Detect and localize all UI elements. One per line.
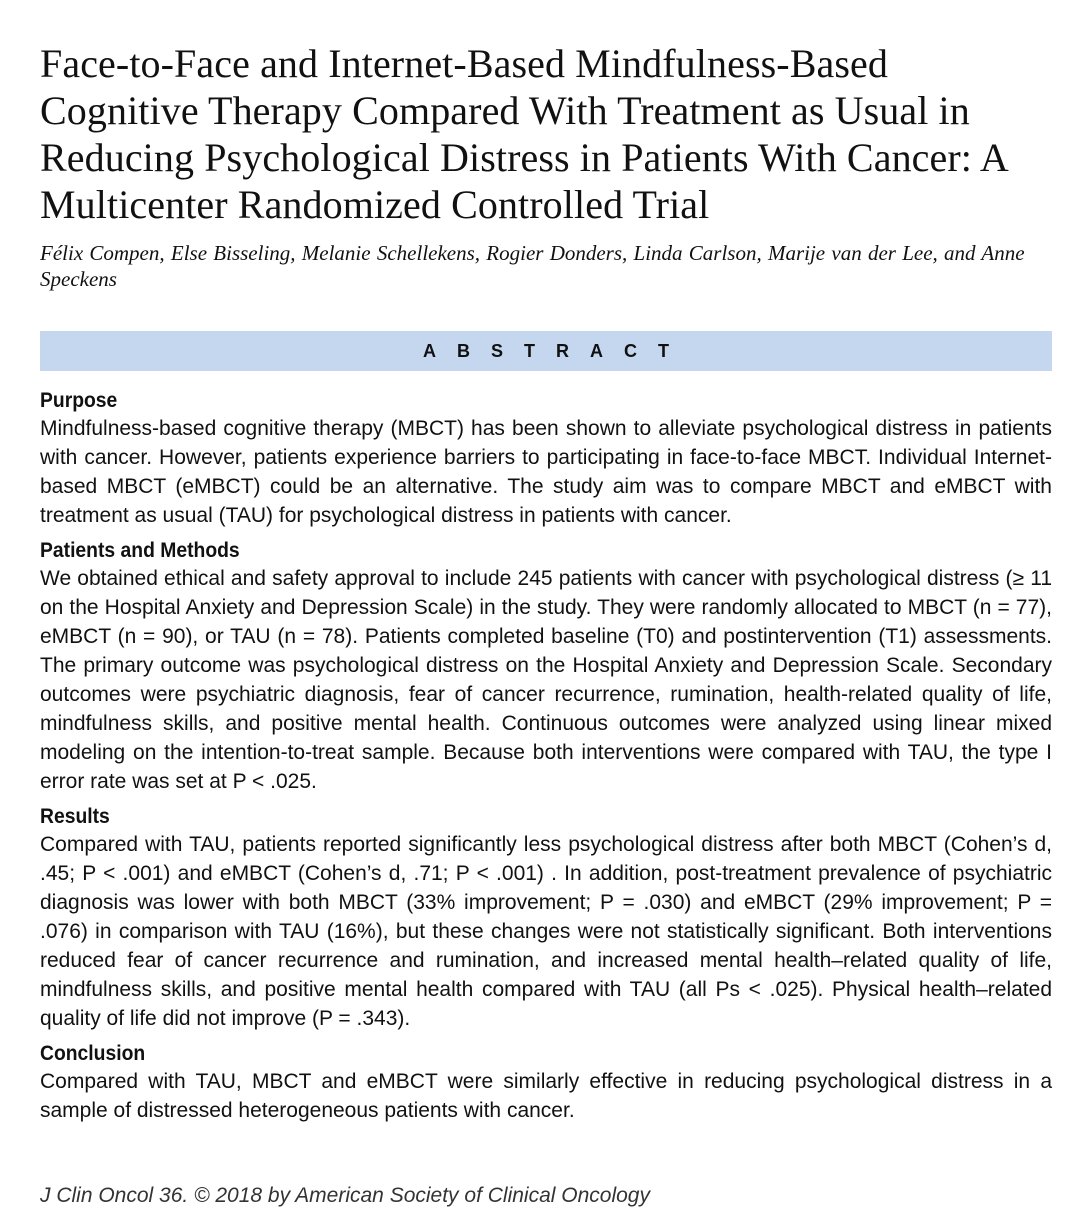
section-heading: Results — [40, 805, 110, 828]
abstract-section-conclusion — [40, 1041, 1052, 1125]
abstract-section-results — [40, 804, 1052, 1033]
section-text: Compared with TAU, MBCT and eMBCT were similarly effective in reducing psychological distress in a sample of distressed heterogeneous patients with cancer. — [40, 1070, 1052, 1122]
article-title: Face-to-Face and Internet-Based Mindfulness-Based Cognitive Therapy Compared With Treatment as Usual in Reducing Psychological Distress in Patients With Cancer: A Multicenter Randomized Controlled Trial — [40, 41, 1007, 227]
section-heading: Purpose — [40, 389, 118, 412]
journal-citation: J Clin Oncol 36. © 2018 by American Society of Clinical Oncology — [40, 1184, 650, 1207]
author-list: Félix Compen, Else Bisseling, Melanie Schellekens, Rogier Donders, Linda Carlson, Marije van der Lee, and Anne Speckens — [40, 241, 1025, 291]
section-text: Compared with TAU, patients reported significantly less psychological distress after both MBCT (Cohen’s d, .45; P < .001) and eMBCT (Cohen’s d, .71; P < .001) . In addition, post-treatment prevalence of psychiatric diagnosis was lower with both MBCT (33% improvement; P = .030) and eMBCT (29% improvement; P = .076) in comparison with TAU (16%), but these changes were not statistically significant. Both interventions reduced fear of cancer recurrence and rumination, and increased mental health–related quality of life, mindfulness skills, and positive mental health compared with TAU (all Ps < .025). Physical health–related quality of life did not improve (P = .343). — [40, 833, 1052, 1030]
abstract-banner — [40, 331, 1052, 371]
abstract-section-purpose — [40, 388, 1052, 530]
abstract-heading: ABSTRACT — [423, 340, 690, 361]
section-text: Mindfulness-based cognitive therapy (MBCT) has been shown to alleviate psychological distress in patients with cancer. However, patients experience barriers to participating in face-to-face MBCT. Individual Internet-based MBCT (eMBCT) could be an alternative. The study aim was to compare MBCT and eMBCT with treatment as usual (TAU) for psychological distress in patients with cancer. — [40, 417, 1052, 527]
abstract-body — [40, 388, 1052, 1133]
article-page — [40, 40, 1052, 1207]
abstract-section-methods — [40, 538, 1052, 796]
section-heading: Conclusion — [40, 1042, 146, 1065]
section-heading: Patients and Methods — [40, 539, 240, 562]
section-text: We obtained ethical and safety approval to include 245 patients with cancer with psychological distress (≥ 11 on the Hospital Anxiety and Depression Scale) in the study. They were randomly allocated to MBCT (n = 77), eMBCT (n = 90), or TAU (n = 78). Patients completed baseline (T0) and postintervention (T1) assessments. The primary outcome was psychological distress on the Hospital Anxiety and Depression Scale. Secondary outcomes were psychiatric diagnosis, fear of cancer recurrence, rumination, health-related quality of life, mindfulness skills, and positive mental health. Continuous outcomes were analyzed using linear mixed modeling on the intention-to-treat sample. Because both interventions were compared with TAU, the type I error rate was set at P < .025. — [40, 567, 1052, 793]
